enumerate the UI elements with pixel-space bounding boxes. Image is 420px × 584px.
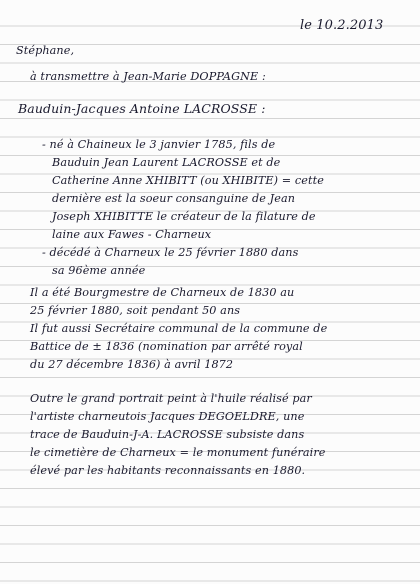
letter-date: le 10.2.2013 bbox=[300, 18, 384, 33]
letter-greeting: Stéphane, bbox=[16, 44, 75, 57]
text-line: 25 février 1880, soit pendant 50 ans bbox=[30, 304, 241, 317]
text-line: Battice de ± 1836 (nomination par arrêté royal bbox=[30, 340, 303, 353]
text-line: du 27 décembre 1836) à avril 1872 bbox=[30, 358, 234, 371]
text-line: trace de Bauduin-J-A. LACROSSE subsiste dans bbox=[30, 428, 305, 441]
text-line: Il fut aussi Secrétaire communal de la commune de bbox=[30, 322, 328, 335]
text-line: - né à Chaineux le 3 janvier 1785, fils de bbox=[42, 138, 276, 151]
recipient-line: à transmettre à Jean-Marie DOPPAGNE : bbox=[30, 70, 266, 83]
text-line: Bauduin Jean Laurent LACROSSE et de bbox=[52, 156, 281, 169]
text-line: Il a été Bourgmestre de Charneux de 1830 au bbox=[30, 286, 295, 299]
text-line: laine aux Fawes - Charneux bbox=[52, 228, 212, 241]
text-line: le cimetière de Charneux = le monument funéraire bbox=[30, 446, 326, 459]
text-line: Catherine Anne XHIBITT (ou XHIBITE) = cette bbox=[52, 174, 324, 187]
text-line: élevé par les habitants reconnaissants en 1880. bbox=[30, 464, 306, 477]
text-line: l'artiste charneutois Jacques DEGOELDRE, une bbox=[30, 410, 305, 423]
text-line: - décédé à Charneux le 25 février 1880 dans bbox=[42, 246, 299, 259]
text-line: Joseph XHIBITTE le créateur de la filature de bbox=[52, 210, 316, 223]
text-line: sa 96ème année bbox=[52, 264, 146, 277]
text-line: dernière est la soeur consanguine de Jean bbox=[52, 192, 296, 205]
text-line: Outre le grand portrait peint à l'huile réalisé par bbox=[30, 392, 312, 405]
letter-subject: Bauduin-Jacques Antoine LACROSSE : bbox=[18, 101, 266, 116]
